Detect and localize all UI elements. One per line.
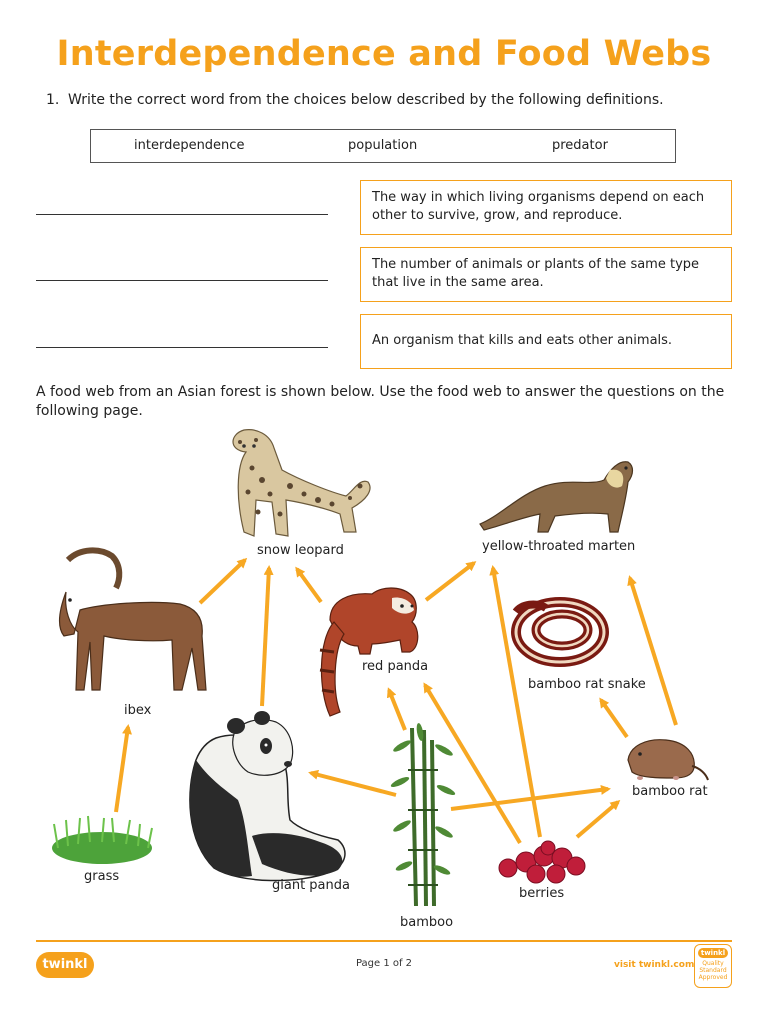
question-number: 1. [46, 92, 60, 108]
arrow-red-panda-to-marten [426, 563, 474, 600]
label-ibex: ibex [124, 703, 152, 718]
badge-text: Quality Standard Approved [698, 960, 728, 981]
arrow-red-panda-to-snow-leopard [297, 569, 321, 602]
label-bamboo-rat: bamboo rat [632, 784, 708, 799]
label-red-panda: red panda [362, 659, 429, 674]
arrow-bamboo-to-red-panda [389, 690, 405, 730]
arrow-grass-to-ibex [116, 727, 128, 812]
arrow-bamboo-rat-to-snake [601, 700, 627, 737]
arrow-giant-panda-to-snow-leopard [262, 568, 269, 706]
berries-illustration [499, 841, 585, 883]
arrow-ibex-to-snow-leopard [200, 560, 245, 603]
label-bamboo: bamboo [400, 915, 454, 930]
twinkl-logo[interactable]: twinkl [36, 952, 94, 978]
label-yellow-throated-marten: yellow-throated marten [482, 539, 636, 554]
badge-logo: twinkl [698, 948, 728, 958]
arrow-berries-to-bamboo-rat [577, 802, 618, 837]
grass-illustration [52, 816, 152, 864]
definition-box-2: The number of animals or plants of the same type that live in the same area. [360, 247, 732, 302]
bamboo-rat-snake-illustration [516, 602, 604, 662]
quality-badge [694, 944, 732, 988]
page-title: Interdependence and Food Webs [56, 34, 712, 74]
red-panda-illustration [320, 588, 418, 716]
arrow-berries-to-red-panda [425, 685, 520, 843]
label-snow-leopard: snow leopard [257, 543, 344, 558]
bamboo-rat-illustration [628, 740, 708, 780]
definition-box-3: An organism that kills and eats other animals. [360, 314, 732, 369]
bamboo-illustration [390, 723, 457, 906]
ibex-illustration [60, 550, 206, 690]
label-giant-panda: giant panda [272, 878, 350, 893]
arrow-bamboo-rat-to-marten [630, 578, 676, 725]
marten-illustration [480, 462, 633, 532]
label-berries: berries [519, 886, 565, 901]
footer-divider [36, 940, 732, 942]
arrow-bamboo-to-bamboo-rat [451, 789, 608, 809]
visit-link[interactable]: visit twinkl.com [614, 960, 695, 970]
word-choice-interdependence: interdependence [134, 138, 245, 153]
label-grass: grass [84, 869, 120, 884]
food-web-intro: A food web from an Asian forest is shown below. Use the food web to answer the questions on the following page. [36, 384, 725, 419]
label-bamboo-rat-snake: bamboo rat snake [528, 677, 646, 692]
question-text: Write the correct word from the choices below described by the following definitions. [68, 92, 664, 108]
giant-panda-illustration [190, 711, 345, 881]
arrow-bamboo-to-giant-panda [311, 773, 396, 795]
snow-leopard-illustration [233, 430, 370, 536]
word-choice-predator: predator [552, 138, 608, 153]
word-choice-population: population [348, 138, 418, 153]
definition-box-1: The way in which living organisms depend on each other to survive, grow, and reproduce. [360, 180, 732, 235]
page-number: Page 1 of 2 [355, 958, 413, 969]
